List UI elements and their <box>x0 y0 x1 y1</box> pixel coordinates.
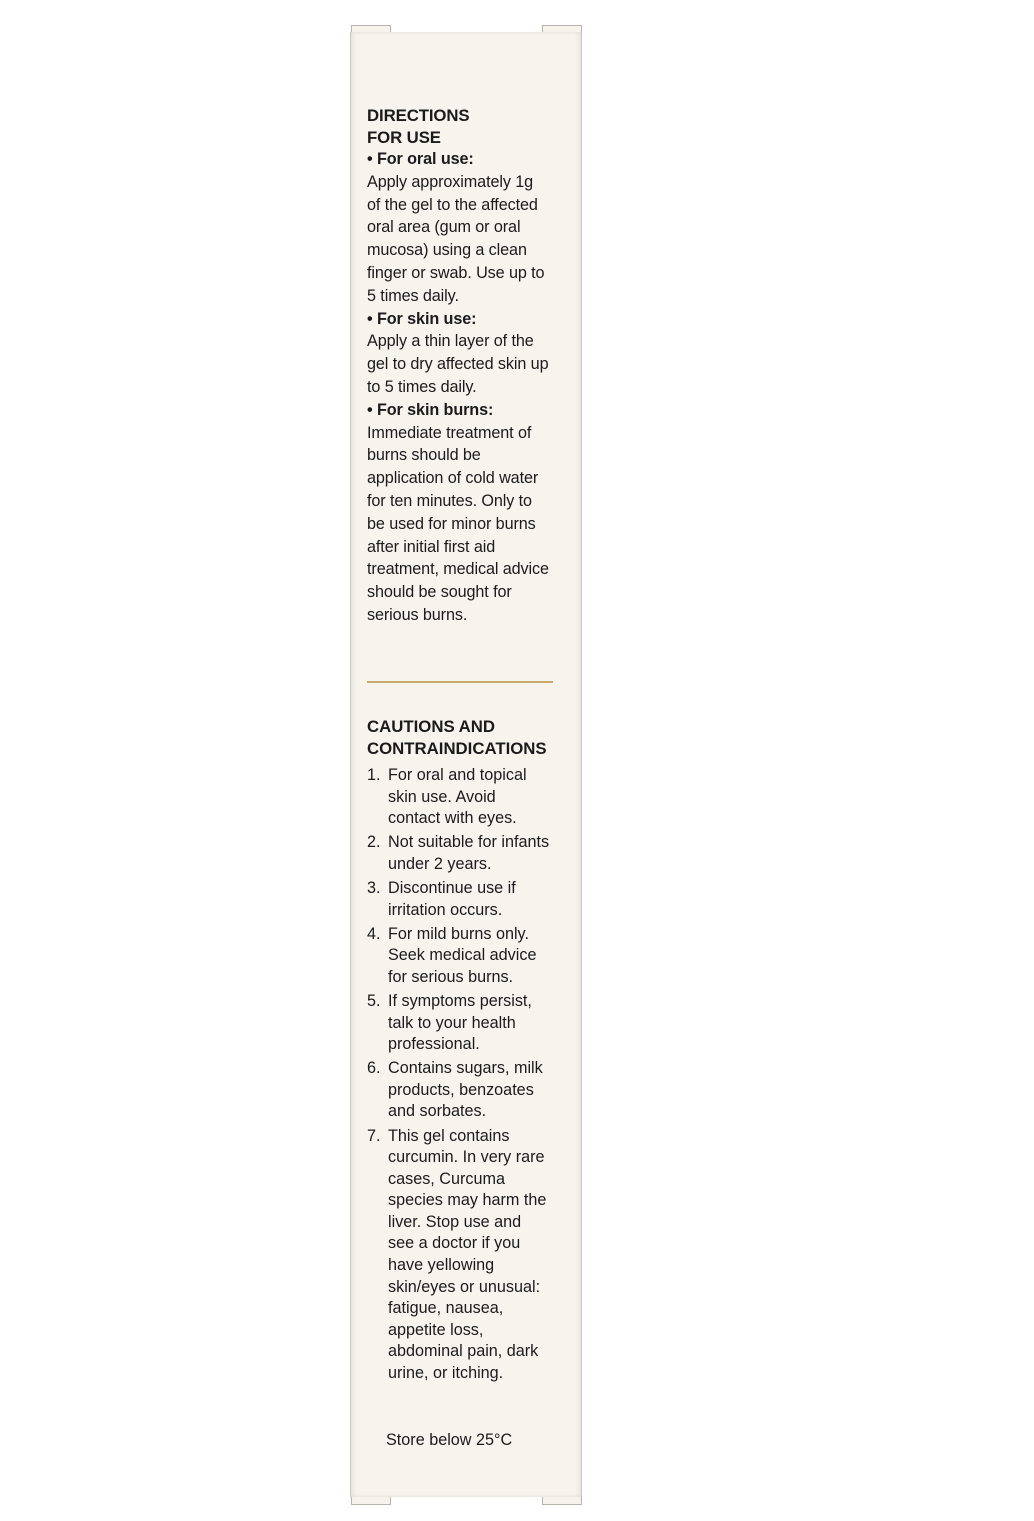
caution-number: 1. <box>367 766 381 784</box>
caution-number: 7. <box>367 1126 381 1145</box>
caution-item <box>367 765 563 830</box>
directions-heading <box>367 105 507 148</box>
caution-item <box>367 991 563 1056</box>
caution-text: This gel contains curcumin. In very rare cases, Curcuma species may harm the liver. Stop use and see a doctor if you have yellowing skin/eyes or unusual: fatigue, nausea, appetite loss, abdominal pain, dark urine, or itching. <box>388 1126 547 1383</box>
caution-item <box>367 832 563 875</box>
caution-text: For mild burns only. Seek medical advice for serious burns. <box>388 924 537 986</box>
skin-use-label: • For skin use: <box>367 309 477 328</box>
caution-number: 2. <box>367 833 381 852</box>
caution-text: Discontinue use if irritation occurs. <box>388 878 516 919</box>
box-flap-bottom-left <box>351 1496 391 1505</box>
storage-instruction: Store below 25°C <box>386 1431 513 1449</box>
caution-number: 6. <box>367 1059 381 1078</box>
directions-heading-line1: DIRECTIONS <box>367 106 470 125</box>
directions-section <box>367 105 563 627</box>
cautions-heading-line1: CAUTIONS AND <box>367 717 496 736</box>
oral-use-label: • For oral use: <box>367 150 474 168</box>
cautions-heading-line2: CONTRAINDICATIONS <box>367 738 547 758</box>
caution-number: 3. <box>367 878 381 897</box>
oral-use-text: Apply approximately 1g of the gel to the affected oral area (gum or oral mucosa) using a clean finger or swab. Use up to 5 times daily. <box>367 172 545 305</box>
cautions-heading <box>367 716 563 759</box>
caution-item <box>367 1126 563 1385</box>
caution-text: Not suitable for infants under 2 years. <box>388 833 550 873</box>
caution-item <box>367 878 563 921</box>
skin-use-text: Apply a thin layer of the gel to dry affected skin up to 5 times daily. <box>367 332 549 396</box>
cautions-list <box>367 765 563 1385</box>
caution-text: Contains sugars, milk products, benzoates and sorbates. <box>388 1059 543 1121</box>
caution-text: If symptoms persist, talk to your health professional. <box>388 991 532 1054</box>
skin-burns-text: Immediate treatment of burns should be application of cold water for ten minutes. Only to be used for minor burns after initial first aid treatment, medical advice should be sought for serious burns. <box>367 423 549 624</box>
caution-number: 4. <box>367 924 381 943</box>
caution-text: For oral and topical skin use. Avoid contact with eyes. <box>388 766 527 828</box>
caution-item <box>367 1058 563 1123</box>
caution-item <box>367 924 563 989</box>
caution-number: 5. <box>367 991 381 1010</box>
directions-heading-line2: FOR USE <box>367 127 441 147</box>
cautions-section <box>367 716 563 1387</box>
box-flap-bottom-right <box>542 1496 582 1505</box>
skin-burns-label: • For skin burns: <box>367 400 494 419</box>
section-divider <box>367 681 553 683</box>
